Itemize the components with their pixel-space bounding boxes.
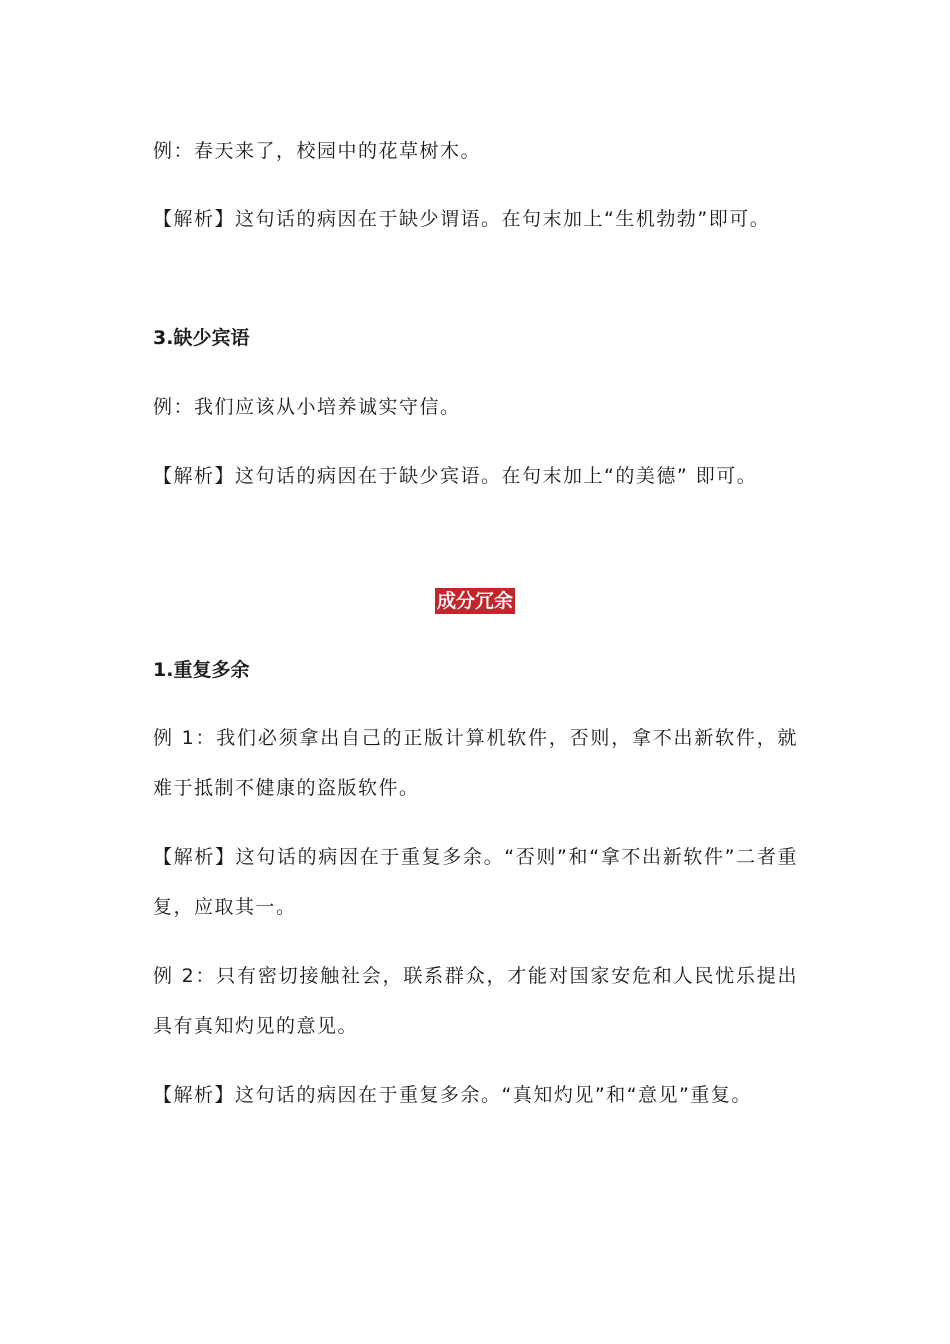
example-sentence-3: 例 1：我们必须拿出自己的正版计算机软件，否则，拿不出新软件，就难于抵制不健康的盗版软件。	[153, 727, 798, 799]
section-title-redundancy: 成分冗余	[436, 590, 513, 612]
analysis-paragraph-4: 【解析】这句话的病因在于重复多余。“真知灼见”和“意见”重复。	[153, 1084, 752, 1106]
example-sentence-4: 例 2：只有密切接触社会，联系群众，才能对国家安危和人民忧乐提出具有真知灼见的意见。	[153, 965, 798, 1037]
analysis-paragraph-1: 【解析】这句话的病因在于缺少谓语。在句末加上“生机勃勃”即可。	[153, 208, 771, 230]
analysis-paragraph-3: 【解析】这句话的病因在于重复多余。“否则”和“拿不出新软件”二者重复，应取其一。	[153, 846, 798, 918]
example-sentence-2: 例：我们应该从小培养诚实守信。	[153, 396, 461, 418]
subheading-missing-object: 3.缺少宾语	[153, 327, 250, 349]
analysis-paragraph-2: 【解析】这句话的病因在于缺少宾语。在句末加上“的美德” 即可。	[153, 465, 758, 487]
subheading-repetition: 1.重复多余	[153, 659, 250, 681]
section-title-container	[0, 588, 950, 614]
example-sentence-1: 例：春天来了，校园中的花草树木。	[153, 140, 482, 162]
